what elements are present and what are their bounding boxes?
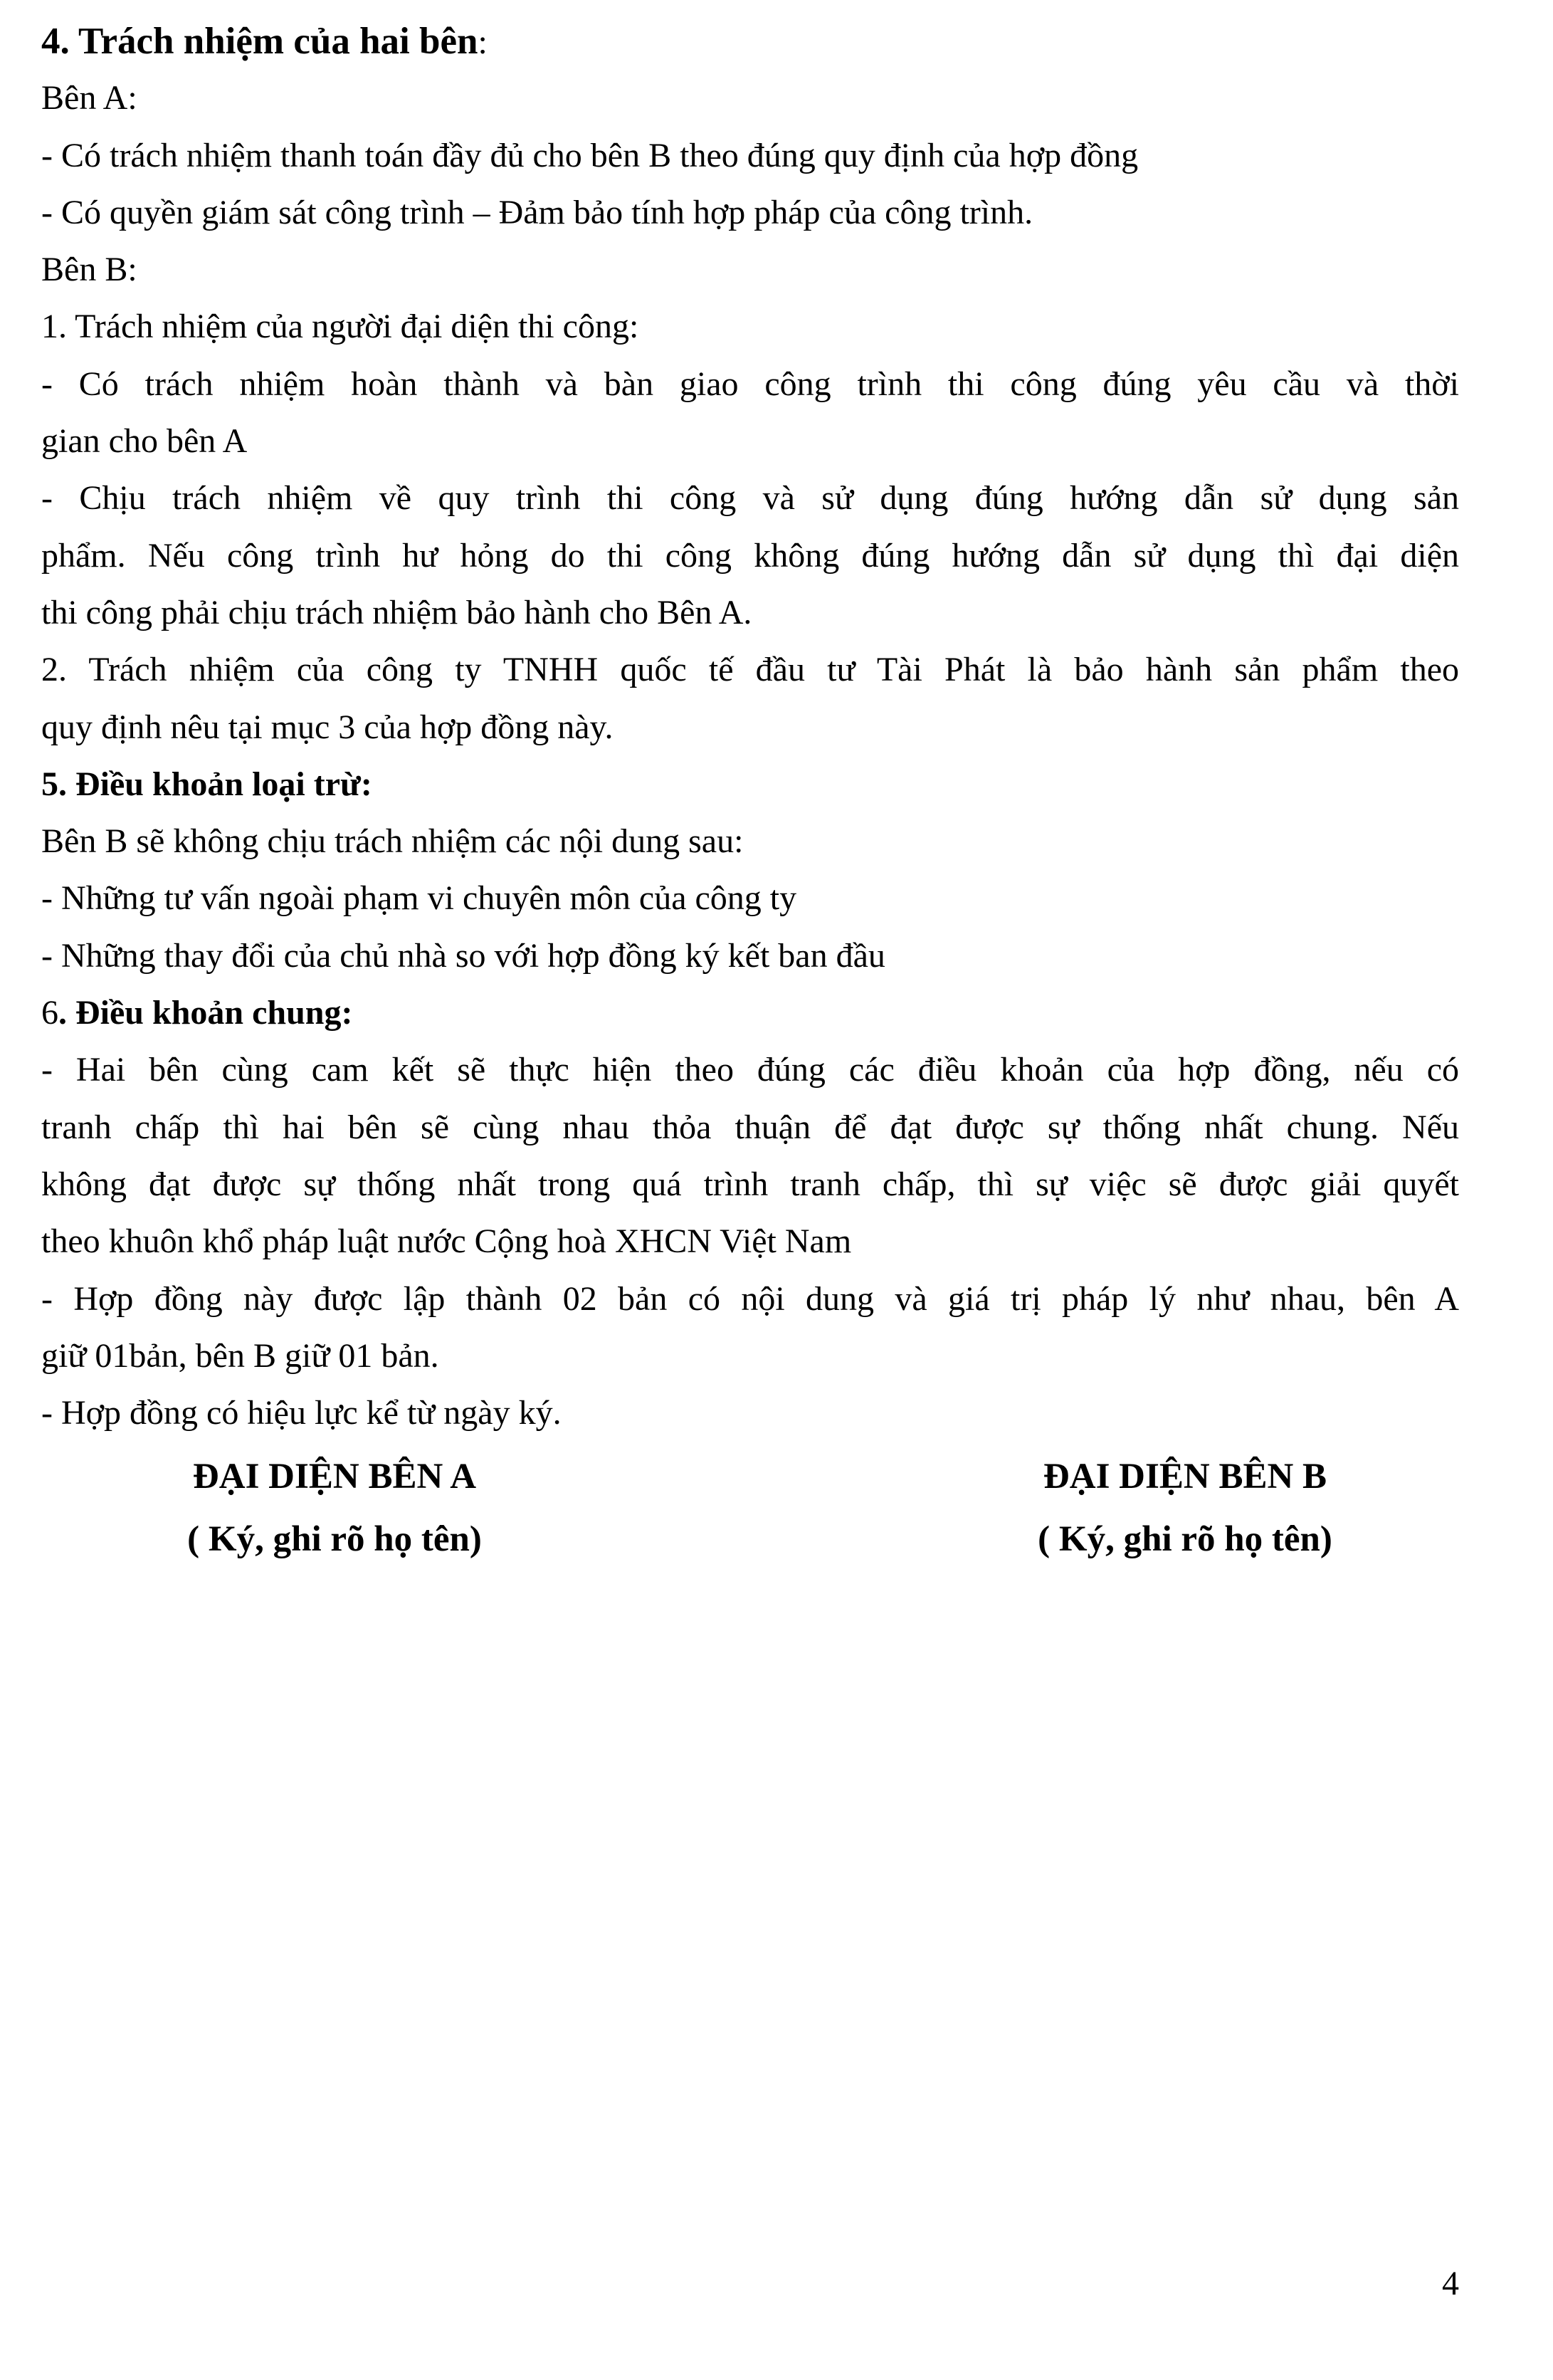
- party-b-subsection-1-title: 1. Trách nhiệm của người đại diện thi công:: [41, 308, 639, 346]
- party-a-item-1: - Có trách nhiệm thanh toán đầy đủ cho bên B theo đúng quy định của hợp đồng: [41, 136, 1139, 174]
- party-b-signature: [986, 1445, 1384, 1571]
- party-b-1-item-2-line-1: - Chịu trách nhiệm về quy trình thi công và sử dụng đúng hướng dẫn sử dụng sản: [41, 479, 1459, 518]
- section-6-p1-line-1: - Hai bên cùng cam kết sẽ thực hiện theo đúng các điều khoản của hợp đồng, nếu có: [41, 1051, 1459, 1089]
- section-4-heading: [41, 13, 1459, 70]
- signature-block: [0, 1445, 1553, 1573]
- party-a-label: Bên A:: [41, 79, 137, 117]
- section-6-p2-line-1: - Hợp đồng này được lập thành 02 bản có nội dung và giá trị pháp lý như nhau, bên A: [41, 1279, 1459, 1318]
- party-a-item-2: - Có quyền giám sát công trình – Đảm bảo tính hợp pháp của công trình.: [41, 193, 1033, 231]
- section-4-heading-colon: :: [478, 23, 488, 61]
- party-a-signature-note: ( Ký, ghi rõ họ tên): [187, 1519, 482, 1559]
- party-b-1-item-2-line-3: thi công phải chịu trách nhiệm bảo hành cho Bên A.: [41, 593, 752, 631]
- section-5-intro: Bên B sẽ không chịu trách nhiệm các nội dung sau:: [41, 822, 744, 861]
- party-b-label: Bên B:: [41, 251, 137, 289]
- party-a-signature: [135, 1445, 534, 1571]
- party-b-1-item-1-line-2: gian cho bên A: [41, 422, 248, 461]
- document-body: [41, 13, 1459, 1442]
- party-a-signature-title: ĐẠI DIỆN BÊN A: [192, 1457, 477, 1496]
- section-5-heading: 5. Điều khoản loại trừ:: [41, 765, 372, 803]
- party-b-signature-title: ĐẠI DIỆN BÊN B: [1043, 1457, 1327, 1496]
- section-5-item-2: - Những thay đổi của chủ nhà so với hợp đồng ký kết ban đầu: [41, 936, 885, 975]
- section-6-p1-line-2: tranh chấp thì hai bên sẽ cùng nhau thỏa thuận để đạt được sự thống nhất chung. Nếu: [41, 1108, 1459, 1146]
- section-6-p3: - Hợp đồng có hiệu lực kể từ ngày ký.: [41, 1394, 562, 1432]
- party-b-subsection-2-line-1: 2. Trách nhiệm của công ty TNHH quốc tế đầu tư Tài Phát là bảo hành sản phẩm theo: [41, 651, 1459, 689]
- section-6-heading-number: 6: [41, 994, 58, 1032]
- section-6-heading-text: . Điều khoản chung:: [58, 994, 353, 1032]
- section-6-p1-line-3: không đạt được sự thống nhất trong quá trình tranh chấp, thì sự việc sẽ được giải quyết: [41, 1165, 1459, 1203]
- party-b-signature-note: ( Ký, ghi rõ họ tên): [1038, 1519, 1332, 1559]
- section-6-p2-line-2: giữ 01bản, bên B giữ 01 bản.: [41, 1336, 439, 1375]
- section-4-heading-text: 4. Trách nhiệm của hai bên: [41, 21, 478, 62]
- page-number: 4: [1442, 2265, 1459, 2302]
- party-b-1-item-2-line-2: phẩm. Nếu công trình hư hỏng do thi công không đúng hướng dẫn sử dụng thì đại diện: [41, 536, 1459, 575]
- section-6-p1-line-4: theo khuôn khổ pháp luật nước Cộng hoà XHCN Việt Nam: [41, 1222, 852, 1261]
- party-b-1-item-1-line-1: - Có trách nhiệm hoàn thành và bàn giao công trình thi công đúng yêu cầu và thời: [41, 365, 1459, 403]
- section-6-heading: [41, 985, 1459, 1042]
- party-b-subsection-2-line-2: quy định nêu tại mục 3 của hợp đồng này.: [41, 708, 614, 746]
- section-5-item-1: - Những tư vấn ngoài phạm vi chuyên môn của công ty: [41, 879, 797, 918]
